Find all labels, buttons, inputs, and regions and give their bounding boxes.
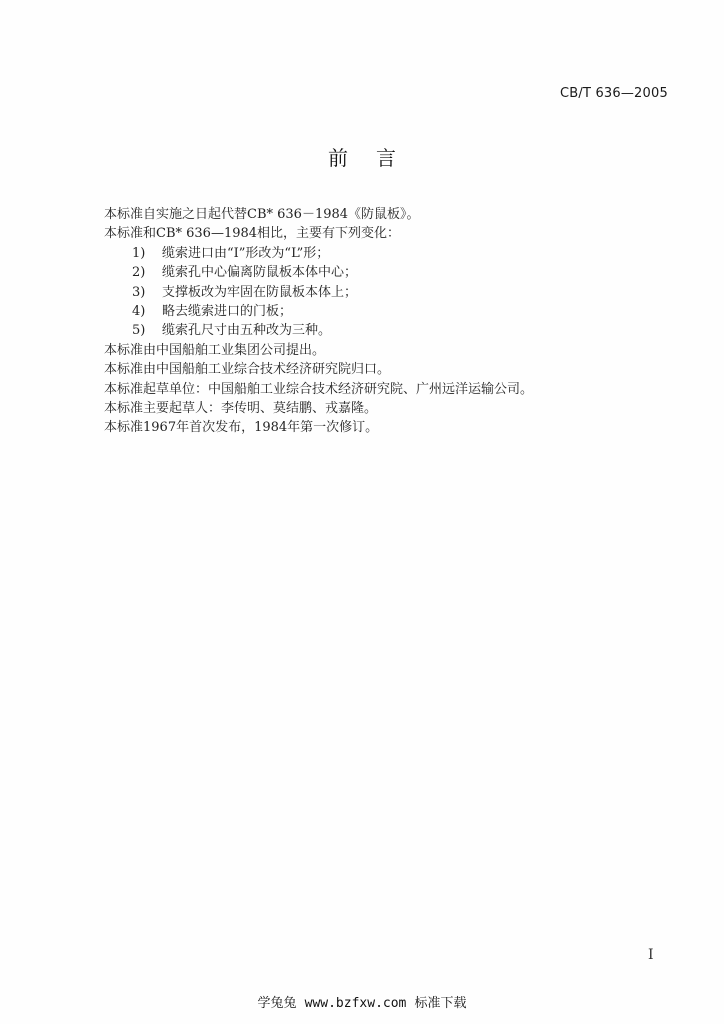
list-item-text: 略去缆索进口的门板；	[162, 304, 293, 320]
list-item-number: 5)	[132, 323, 146, 339]
page-title	[0, 142, 724, 171]
paragraph-proposer: 本标准由中国船舶工业集团公司提出。	[104, 342, 326, 358]
list-item-text: 缆索孔尺寸由五种改为三种。	[162, 323, 332, 339]
paragraph-drafters: 本标准主要起草人：李传明、莫结鹏、戎嘉隆。	[104, 401, 378, 417]
list-item-number: 2)	[132, 265, 146, 281]
paragraph-drafting-units: 本标准起草单位：中国船舶工业综合技术经济研究院、广州远洋运输公司。	[104, 381, 534, 397]
list-item-text: 缆索进口由“I”形改为“L”形；	[162, 245, 330, 261]
paragraph-changes-intro: 本标准和CB* 636—1984相比，主要有下列变化：	[104, 226, 401, 242]
footer-watermark	[0, 992, 724, 1011]
list-item	[104, 263, 704, 282]
list-item-text: 支撑板改为牢固在防鼠板本体上；	[162, 284, 358, 300]
foreword-body	[104, 205, 704, 438]
paragraph-replacement: 本标准自实施之日起代替CB* 636－1984《防鼠板》。	[104, 207, 420, 222]
list-item	[104, 283, 704, 302]
list-item	[104, 321, 704, 340]
list-item-number: 1)	[132, 245, 146, 261]
paragraph-centralized: 本标准由中国船舶工业综合技术经济研究院归口。	[104, 362, 391, 378]
list-item	[104, 244, 704, 263]
list-item-number: 4)	[132, 304, 146, 320]
footer-site-name: 学兔兔	[257, 996, 297, 1011]
list-item	[104, 302, 704, 321]
standard-code: CB/T 636—2005	[560, 86, 668, 101]
list-item-number: 3)	[132, 284, 146, 300]
title-part-2: 言	[376, 146, 396, 170]
footer-url[interactable]: www.bzfxw.com	[304, 996, 407, 1011]
title-part-1: 前	[328, 146, 348, 170]
paragraph-history: 本标准1967年首次发布，1984年第一次修订。	[104, 420, 379, 436]
list-item-text: 缆索孔中心偏离防鼠板本体中心；	[162, 265, 358, 281]
page-number: I	[648, 947, 654, 963]
footer-tagline: 标准下载	[414, 996, 467, 1011]
